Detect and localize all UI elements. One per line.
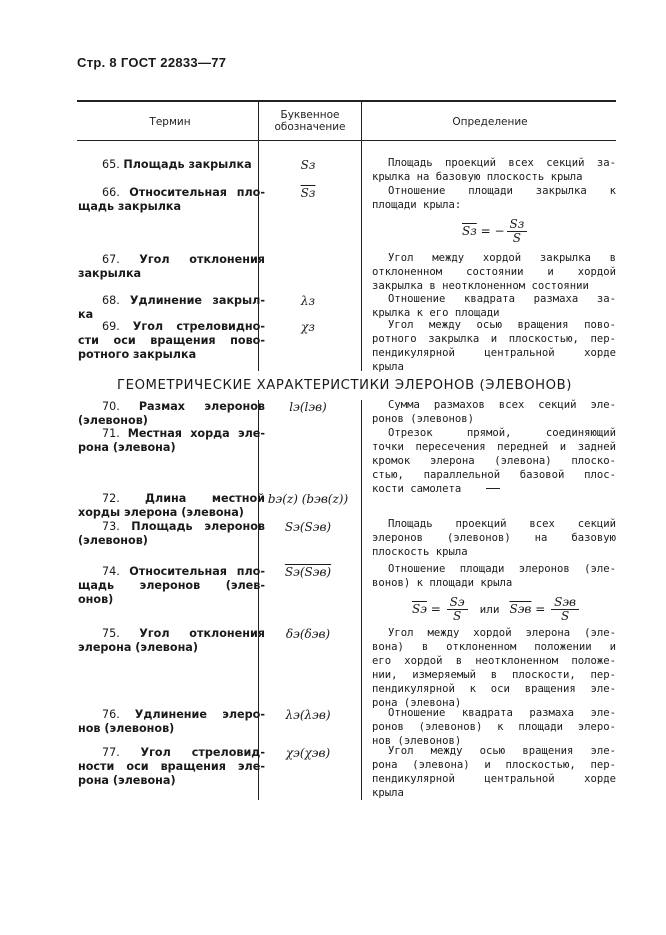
term-number: 71.	[102, 427, 128, 440]
definition-line: вонов) к площади крыла	[372, 577, 513, 589]
definition-line: крылка на базовую плоскость крыла	[372, 171, 583, 183]
definition-line: Отношение площади элеронов (эле-	[388, 563, 616, 575]
term-line	[90, 158, 265, 172]
definition-67	[372, 251, 616, 293]
term-text: Угол стреловидно-	[132, 320, 265, 333]
definition-line: ронов (элевонов)	[372, 413, 475, 425]
column-divider-2-body	[361, 141, 362, 371]
page-header: Стр. 8 ГОСТ 22833—77	[77, 55, 227, 70]
term-74	[78, 565, 265, 607]
term-text: Удлинение элеро-	[134, 708, 265, 721]
term-69	[78, 320, 265, 362]
term-75	[78, 627, 265, 655]
symbol-66: Sз	[300, 186, 316, 200]
column-divider-2	[361, 100, 362, 141]
term-67	[78, 253, 265, 281]
definition-line: Площадь проекций всех секций за-	[388, 157, 616, 169]
column-divider-2-body2	[361, 400, 362, 800]
symbol-69: χз	[301, 320, 315, 334]
term-number: 69.	[102, 320, 133, 333]
definition-line: закрылка в неотклоненном состоянии	[372, 280, 589, 292]
definition-73	[372, 517, 616, 559]
definition-line: пендикулярной центральной хорде	[372, 773, 616, 785]
term-text: Относительная пло-	[129, 565, 265, 578]
definition-line: Сумма размахов всех секций эле-	[388, 399, 616, 411]
definition-76	[372, 706, 616, 748]
term-line: ности оси вращения эле-	[78, 760, 265, 773]
definition-line: Угол между хордой закрылка в	[388, 252, 616, 264]
table-header-rule	[77, 140, 616, 141]
term-line	[90, 186, 265, 200]
term-line: хорды элерона (элевона)	[78, 506, 244, 519]
definition-line: пендикулярной к оси вращения эле-	[372, 683, 616, 695]
term-68	[78, 294, 265, 322]
symbol-74: Sэ(Sэв)	[284, 565, 332, 579]
definition-line: Угол между хордой элерона (эле-	[388, 627, 616, 639]
term-text: Удлинение закрыл-	[129, 294, 265, 307]
term-line	[90, 253, 265, 267]
definition-line: рона (элевона) и плоскостью, пер-	[372, 759, 616, 771]
definition-line: Угол между осью вращения эле-	[388, 745, 616, 757]
term-line	[90, 320, 265, 334]
symbol-76: λэ(λэв)	[285, 708, 331, 722]
symbol-68: λз	[300, 294, 316, 308]
definition-line: крыла	[372, 361, 404, 373]
definition-68	[372, 292, 616, 320]
definition-line: кости самолета	[372, 483, 462, 495]
symbol-75: δэ(δэв)	[285, 627, 331, 641]
definition-line: его хордой в неотклоненном положе-	[372, 655, 616, 667]
symbol-70: lэ(lэв)	[289, 400, 327, 414]
term-71	[78, 427, 265, 455]
definition-dash	[486, 488, 500, 489]
symbol-77: χэ(χэв)	[285, 746, 331, 760]
term-number: 76.	[102, 708, 135, 721]
term-line: рона (элевона)	[78, 774, 176, 787]
term-number: 75.	[102, 627, 140, 640]
term-number: 68.	[102, 294, 130, 307]
term-76	[78, 708, 265, 736]
term-line: элерона (элевона)	[78, 641, 198, 654]
term-line	[90, 520, 265, 534]
term-line: ротного закрылка	[78, 348, 197, 361]
term-line	[90, 492, 265, 506]
definition-line: крылка к его площади	[372, 307, 500, 319]
term-73	[78, 520, 265, 548]
definition-75	[372, 626, 616, 710]
term-line: рона (элевона)	[78, 441, 176, 454]
term-text: Угол стреловид-	[140, 746, 265, 759]
definition-69	[372, 318, 616, 374]
term-text: Угол отклонения	[139, 627, 265, 640]
definition-line: крыла	[372, 787, 404, 799]
column-header-symbol-line1: Буквенное	[280, 109, 340, 121]
definition-line: Площадь проекций всех секций	[388, 518, 616, 530]
term-number: 73.	[102, 520, 132, 533]
definition-line: кромок элерона (элевона) плоско-	[372, 455, 616, 467]
formula-66: Sз = − $\frac{Sз}{S}$	[462, 218, 529, 245]
column-header-definition: Определение	[452, 116, 528, 128]
term-text: Угол отклонения	[139, 253, 265, 266]
formula-74: Sэ = $\frac{Sэ}{S}$ или Sэв = $\frac{\text{Sэв}}{S}$	[412, 596, 581, 623]
term-line	[90, 627, 265, 641]
term-72	[78, 492, 265, 520]
definition-line: Отношение площади закрылка к	[388, 185, 616, 197]
symbol-73: Sэ(Sэв)	[284, 520, 332, 534]
term-line: щадь закрылка	[78, 200, 182, 213]
definition-65	[372, 156, 616, 184]
definition-line: плоскость крыла	[372, 546, 468, 558]
term-number: 72.	[102, 492, 146, 505]
definition-66	[372, 184, 616, 212]
term-line	[90, 708, 265, 722]
symbol-72: bэ(z) (bэв(z))	[267, 492, 349, 506]
term-65	[90, 158, 265, 172]
term-66	[78, 186, 265, 214]
definition-line: вона) в отклоненном положении и	[372, 641, 616, 653]
term-text: Местная хорда эле-	[127, 427, 265, 440]
term-number: 65.	[102, 158, 124, 171]
term-line	[90, 746, 265, 760]
term-line: (элевонов)	[78, 414, 148, 427]
term-line: щадь элеронов (элев-	[78, 579, 265, 592]
definition-line: стью, параллельной базовой плос-	[372, 469, 616, 481]
term-text: Площадь элеронов	[131, 520, 265, 533]
column-header-symbol	[262, 109, 358, 133]
definition-line: рона (элевона)	[372, 697, 462, 709]
term-line	[90, 400, 265, 414]
term-text: Площадь закрылка	[123, 158, 252, 171]
term-line	[90, 427, 265, 441]
term-number: 67.	[102, 253, 140, 266]
term-number: 66.	[102, 186, 130, 199]
definition-line: ротного закрылка и плоскостью, пер-	[372, 333, 616, 345]
term-line	[90, 565, 265, 579]
definition-line: площади крыла:	[372, 199, 462, 211]
definition-line: Отношение квадрата размаха эле-	[388, 707, 616, 719]
term-number: 74.	[102, 565, 130, 578]
definition-line: нии, измеряемый в плоскости, пер-	[372, 669, 616, 681]
definition-line: ронов (элевонов) к площади элеро-	[372, 721, 616, 733]
term-line	[90, 294, 265, 308]
term-line: закрылка	[78, 267, 142, 280]
definition-line: нов (элевонов)	[372, 735, 462, 747]
term-line: ка	[78, 308, 94, 321]
term-77	[78, 746, 265, 788]
term-line: (элевонов)	[78, 534, 148, 547]
table-top-rule	[77, 100, 616, 102]
definition-71	[372, 426, 616, 496]
definition-line: пендикулярной центральной хорде	[372, 347, 616, 359]
definition-line: Отрезок прямой, соединяющий	[388, 427, 616, 439]
definition-line: Угол между осью вращения пово-	[388, 319, 616, 331]
definition-line: Отношение квадрата размаха за-	[388, 293, 616, 305]
term-line: сти оси вращения пово-	[78, 334, 265, 347]
symbol-65: Sз	[300, 158, 316, 172]
term-number: 70.	[102, 400, 139, 413]
definition-line: точки пересечения передней и задней	[372, 441, 616, 453]
term-text: Длина местной	[145, 492, 265, 505]
section-title: ГЕОМЕТРИЧЕСКИЕ ХАРАКТЕРИСТИКИ ЭЛЕРОНОВ (ЭЛЕВОНОВ)	[117, 378, 573, 393]
term-line: онов)	[78, 593, 114, 606]
column-header-term: Термин	[149, 116, 191, 128]
term-text: Относительная пло-	[129, 186, 265, 199]
term-text: Размах элеронов	[138, 400, 265, 413]
definition-74	[372, 562, 616, 590]
definition-70	[372, 398, 616, 426]
column-header-symbol-line2: обозначение	[274, 121, 346, 133]
term-70	[78, 400, 265, 428]
term-line: нов (элевонов)	[78, 722, 175, 735]
definition-77	[372, 744, 616, 800]
definition-line: отклоненном состоянии и хордой	[372, 266, 616, 278]
definition-line: элеронов (элевонов) на базовую	[372, 532, 616, 544]
term-number: 77.	[102, 746, 141, 759]
column-divider-1	[258, 100, 259, 141]
